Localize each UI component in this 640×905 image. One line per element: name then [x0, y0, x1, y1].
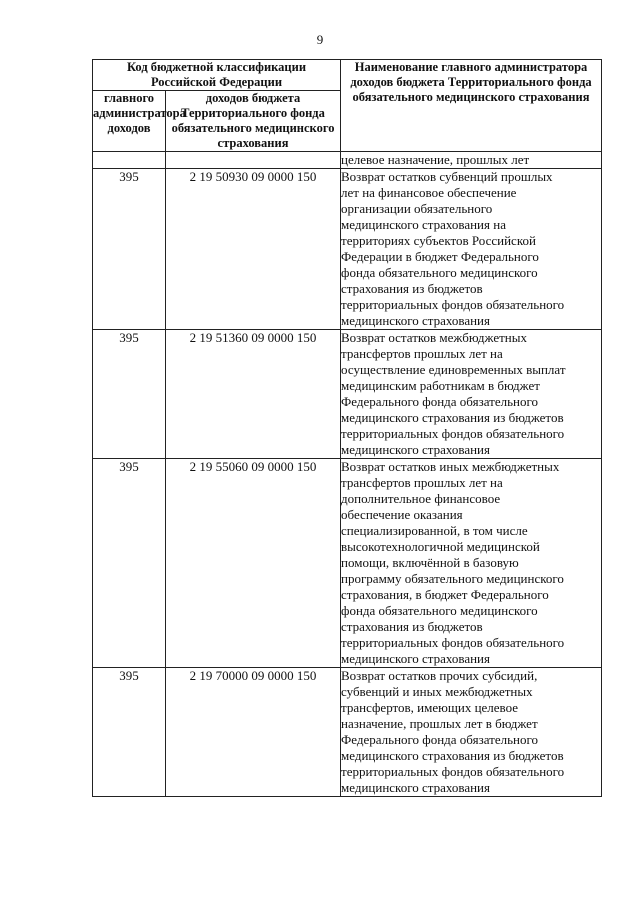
name-line: Возврат остатков межбюджетных: [341, 330, 527, 345]
income-code-cell: 2 19 51360 09 0000 150: [166, 330, 341, 459]
name-line: страхования из бюджетов: [341, 281, 483, 296]
name-line: медицинского страхования из бюджетов: [341, 410, 564, 425]
income-code-cell: 2 19 50930 09 0000 150: [166, 169, 341, 330]
name-line: медицинского страхования: [341, 313, 490, 328]
continuation-row: [93, 152, 602, 169]
admin-name-cell: [341, 459, 602, 668]
name-line: трансфертов прошлых лет на: [341, 475, 503, 490]
name-line: дополнительное финансовое: [341, 491, 501, 506]
admin-code-cell: 395: [93, 668, 166, 797]
table-row: [93, 668, 602, 797]
admin-code-cell: 395: [93, 169, 166, 330]
header-budget-code: Код бюджетной классификации Российской Федерации: [93, 60, 341, 91]
name-line: программу обязательного медицинского: [341, 571, 564, 586]
name-line: осуществление единовременных выплат: [341, 362, 566, 377]
name-line: территориальных фондов обязательного: [341, 635, 565, 650]
budget-classification-table: [92, 59, 602, 797]
name-line: субвенций и иных межбюджетных: [341, 684, 533, 699]
table-row: [93, 330, 602, 459]
admin-name-cell: [341, 169, 602, 330]
income-code-cell: 2 19 70000 09 0000 150: [166, 668, 341, 797]
name-line: страхования, в бюджет Федерального: [341, 587, 549, 602]
name-line: трансфертов прошлых лет на: [341, 346, 503, 361]
continuation-empty-admin: [93, 152, 166, 169]
admin-code-cell: 395: [93, 459, 166, 668]
table-row: [93, 169, 602, 330]
admin-code-cell: 395: [93, 330, 166, 459]
header-admin-code: главного администратора доходов: [93, 91, 166, 152]
continuation-text: целевое назначение, прошлых лет: [341, 152, 602, 169]
name-line: лет на финансовое обеспечение: [341, 185, 517, 200]
name-line: медицинского страхования: [341, 442, 490, 457]
name-line: специализированной, в том числе: [341, 523, 528, 538]
name-line: медицинским работникам в бюджет: [341, 378, 540, 393]
name-line: фонда обязательного медицинского: [341, 603, 538, 618]
header-income-code: доходов бюджета Территориального фонда обязательного медицинского страхования: [166, 91, 341, 152]
table-row: [93, 459, 602, 668]
name-line: высокотехнологичной медицинской: [341, 539, 540, 554]
name-line: Федерального фонда обязательного: [341, 394, 538, 409]
name-line: Возврат остатков иных межбюджетных: [341, 459, 560, 474]
name-line: фонда обязательного медицинского: [341, 265, 538, 280]
name-line: Возврат остатков субвенций прошлых: [341, 169, 553, 184]
continuation-empty-code: [166, 152, 341, 169]
header-row-top: [93, 60, 602, 91]
header-admin-name: Наименование главного администратора доходов бюджета Территориального фонда обязательного медицинского страхования: [341, 60, 602, 152]
admin-name-cell: [341, 668, 602, 797]
name-line: медицинского страхования из бюджетов: [341, 748, 564, 763]
page-number: 9: [316, 32, 324, 47]
name-line: территориальных фондов обязательного: [341, 764, 565, 779]
name-line: медицинского страхования: [341, 651, 490, 666]
name-line: обеспечение оказания: [341, 507, 463, 522]
name-line: Возврат остатков прочих субсидий,: [341, 668, 538, 683]
name-line: медицинского страхования: [341, 780, 490, 795]
name-line: трансфертов, имеющих целевое: [341, 700, 519, 715]
name-line: медицинского страхования на: [341, 217, 506, 232]
income-code-cell: 2 19 55060 09 0000 150: [166, 459, 341, 668]
name-line: помощи, включённой в базовую: [341, 555, 519, 570]
name-line: страхования из бюджетов: [341, 619, 483, 634]
name-line: территориях субъектов Российской: [341, 233, 536, 248]
admin-name-cell: [341, 330, 602, 459]
name-line: назначение, прошлых лет в бюджет: [341, 716, 538, 731]
name-line: территориальных фондов обязательного: [341, 297, 565, 312]
name-line: организации обязательного: [341, 201, 493, 216]
name-line: Федерального фонда обязательного: [341, 732, 538, 747]
name-line: территориальных фондов обязательного: [341, 426, 565, 441]
name-line: Федерации в бюджет Федерального: [341, 249, 539, 264]
